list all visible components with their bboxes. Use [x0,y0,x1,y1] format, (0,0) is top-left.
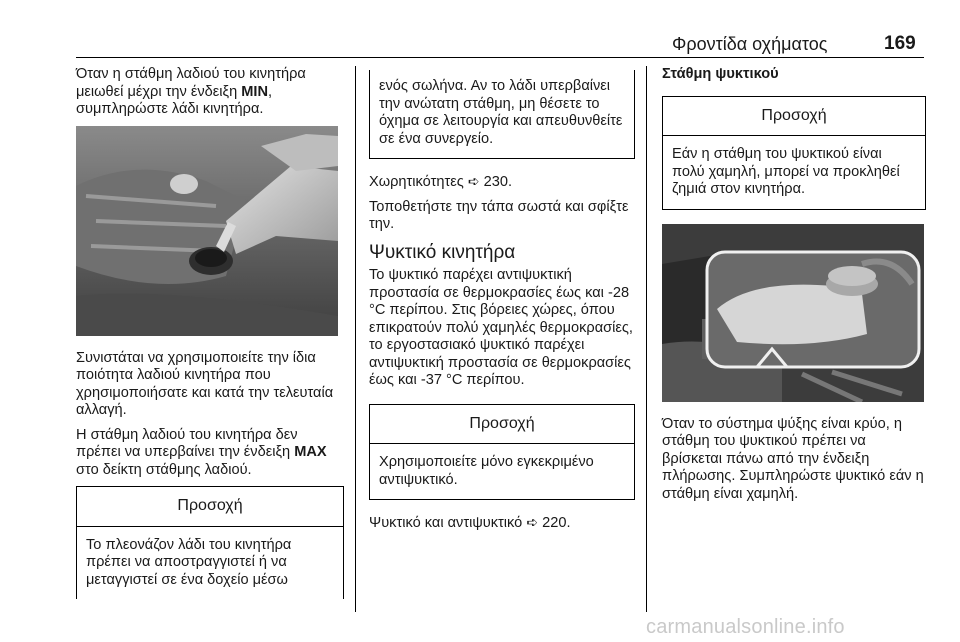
capacities-reference: Χωρητικότητες ➪ 230. [369,173,513,190]
coolant-level-paragraph: Όταν το σύστημα ψύξης είναι κρύο, η στάθμη του ψυκτικού πρέπει να βρίσκεται πάνω από την ένδειξη πλήρωσης. Συμπληρώστε ψυκτικό εάν η στάθμη είναι χαμηλή. [662,415,924,502]
caution-heading: Προσοχή [663,97,925,137]
watermark: carmanualsonline.info [646,616,845,638]
column-divider-2 [646,66,647,612]
column-1 [76,66,344,599]
engine-oil-fill-photo [76,126,338,336]
running-header-title: Φροντίδα οχήματος [672,34,828,54]
column-2 [369,70,635,540]
oil-max-paragraph: Η στάθμη λαδιού του κινητήρα δεν πρέπει να υπερβαίνει την ένδειξη MAX στο δείκτη στάθμης λαδιού. [76,426,327,478]
page-number: 169 [884,33,916,54]
caution-text: Εάν η στάθμη του ψυκτικού είναι πολύ χαμηλή, μπορεί να προκληθεί ζημιά στον κινητήρα. [672,146,900,197]
header-rule [76,57,924,58]
column-3 [662,66,926,510]
caution-box-oil [76,486,344,599]
caution-heading: Προσοχή [77,487,343,527]
oil-quality-paragraph: Συνιστάται να χρησιμοποιείτε την ίδια ποιότητα λαδιού κινητήρα που χρησιμοποιήσατε και κατά την τελευταία αλλαγή. [76,349,334,418]
oil-min-paragraph: Όταν η στάθμη λαδιού του κινητήρα μειωθεί μέχρι την ένδειξη MIN, συμπληρώστε λάδι κινητήρα. [76,66,306,117]
caution-box-antifreeze [369,404,635,501]
caution-heading: Προσοχή [370,405,634,445]
page-reference-icon: ➪ [467,173,480,189]
column-divider-1 [355,66,356,612]
caution-box-oil-continued: ενός σωλήνα. Αν το λάδι υπερβαίνει την ανώτατη στάθμη, μη θέσετε το όχημα σε λειτουργία και απευθυνθείτε σε ένα συνεργείο. [369,70,635,159]
cap-paragraph: Τοποθετήστε την τάπα σωστά και σφίξτε την. [369,198,629,232]
section-title-coolant: Ψυκτικό κινητήρα [369,241,516,263]
caution-text: Το πλεονάζον λάδι του κινητήρα πρέπει να αποστραγγιστεί ή να μεταγγιστεί σε ένα δοχείο μέσω [86,536,292,588]
coolant-reservoir-photo [662,224,924,402]
coolant-paragraph: Το ψυκτικό παρέχει αντιψυκτική προστασία σε θερμοκρασίες έως και -28 °C περίπου. Στις βόρειες χώρες, όπου επικρατούν πολύ χαμηλές θερμοκρασίες, το εργοστασιακό ψυκτικό παρέχει αντιψυκτική προστασία σε θερμοκρασίες έως και -37 °C περίπου. [369,267,633,388]
coolant-reference: Ψυκτικό και αντιψυκτικό ➪ 220. [369,514,571,531]
page-reference-icon: ➪ [526,514,539,530]
caution-text: Χρησιμοποιείτε μόνο εγκεκριμένο αντιψυκτικό. [379,454,594,488]
caution-box-coolant [662,96,926,210]
subheading-coolant-level: Στάθμη ψυκτικού [662,66,779,82]
